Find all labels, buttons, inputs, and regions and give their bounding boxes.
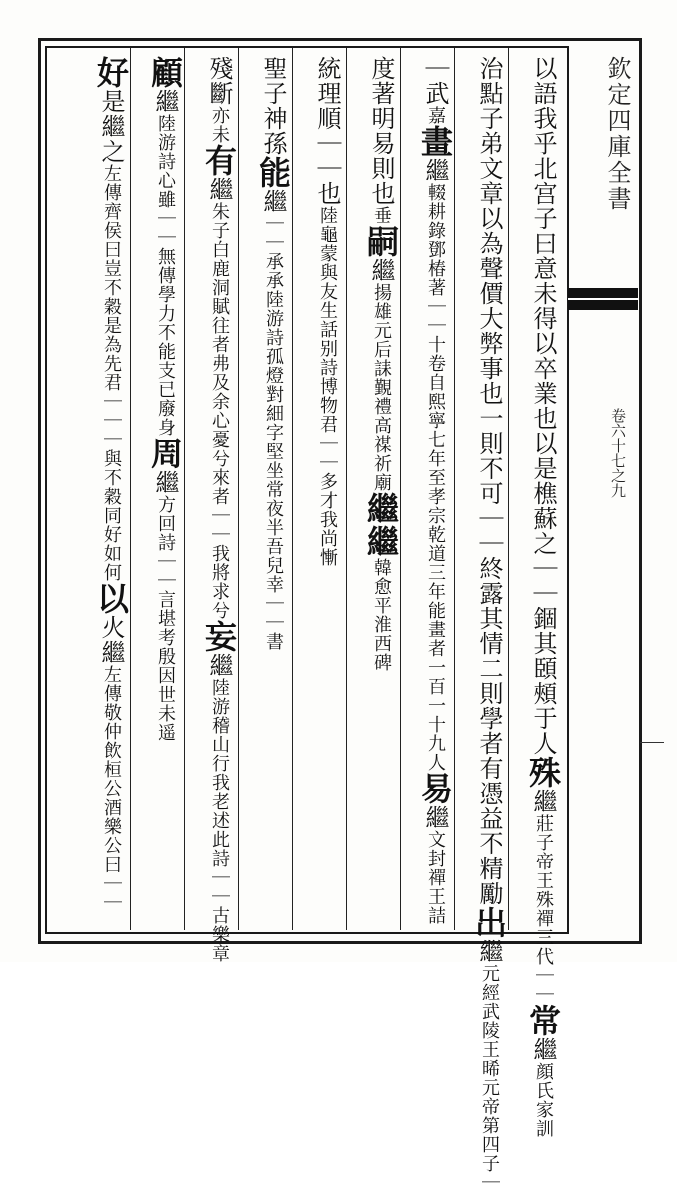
body-text: 火繼 xyxy=(97,615,125,665)
fishtail-notch xyxy=(568,298,638,300)
text-column-4 xyxy=(354,56,398,672)
column-rule xyxy=(130,48,131,930)
text-column-9 xyxy=(84,56,128,912)
entry-headword: 周 xyxy=(146,437,184,470)
body-text: 繼 xyxy=(151,89,179,114)
column-rule xyxy=(508,48,509,930)
entry-headword: 能 xyxy=(254,156,292,189)
entry-headword: 妄 xyxy=(200,620,238,653)
body-text: 聖子神孫 xyxy=(259,56,287,156)
column-rule xyxy=(238,48,239,930)
text-column-2 xyxy=(462,56,506,1192)
entry-headword: 以 xyxy=(92,582,130,615)
entry-headword: 繼繼 xyxy=(362,492,400,558)
citation-text: 韓愈平淮西碑 xyxy=(371,558,392,672)
citation-text: 陸游詩心雖｜｜無傳學力不能支已廢身 xyxy=(155,114,176,437)
citation-text: 亦未 xyxy=(209,106,230,144)
text-column-1 xyxy=(516,56,560,1138)
body-text: ｜武 xyxy=(421,56,449,106)
body-text: 繼 xyxy=(421,158,449,183)
text-column-7 xyxy=(192,56,236,963)
column-rule xyxy=(292,48,293,930)
column-rule xyxy=(400,48,401,930)
citation-text: 陸游稽山行我老述此詩｜｜古樂章 xyxy=(209,678,230,963)
body-text: 治點子弟文章以為聲價大弊事也一則不可｜｜終露其情二則學者有憑益不精勵 xyxy=(475,56,503,906)
citation-text: ｜｜承承 xyxy=(263,214,284,290)
body-text: 繼 xyxy=(367,258,395,283)
body-text: 繼 xyxy=(205,177,233,202)
citation-text: 元經武陵王晞元帝第四子｜ xyxy=(479,964,500,1192)
column-rule xyxy=(454,48,455,930)
body-text: 繼 xyxy=(205,653,233,678)
entry-headword: 畫 xyxy=(416,125,454,158)
body-text: 繼 xyxy=(475,939,503,964)
citation-text: 陸游詩孤燈對細字堅坐常夜半吾兒幸｜｜書 xyxy=(263,290,284,651)
citation-text: 莊子帝王殊禪三代｜｜ xyxy=(533,814,554,1004)
column-rule xyxy=(184,48,185,930)
citation-text: 方回詩｜｜言堪考殷因世未遥 xyxy=(155,495,176,742)
citation-text: 文封禪王詰 xyxy=(425,830,446,925)
body-text: 殘斷 xyxy=(205,56,233,106)
entry-headword: 殊 xyxy=(524,756,562,789)
citation-text: 顔氏家訓 xyxy=(533,1062,554,1138)
body-text: 繼 xyxy=(529,1037,557,1062)
citation-text: 揚雄元后誄覲禮高禖祈廟 xyxy=(371,283,392,492)
body-text: 是繼之 xyxy=(97,89,125,164)
citation-text: 垂 xyxy=(371,206,392,225)
citation-text: 左傳齊侯曰豈不穀是為先君｜｜｜與不穀同好如何 xyxy=(101,164,122,582)
entry-headword: 嗣 xyxy=(362,225,400,258)
book-title: 欽定四庫全書 xyxy=(603,56,631,212)
citation-text: 朱子白鹿洞賦往者弗及余心憂兮來者｜｜我將求兮 xyxy=(209,202,230,620)
entry-headword: 易 xyxy=(416,772,454,805)
text-column-3 xyxy=(408,56,452,925)
citation-text: 輟耕錄鄧椿著｜｜十卷自熙寧七年至孝宗乾道三年能畫者一百一十九人 xyxy=(425,183,446,772)
citation-text: 陸龜蒙與友生話别詩博物君｜｜多才我尚慚 xyxy=(317,206,338,567)
column-rule xyxy=(346,48,347,930)
edge-tick xyxy=(640,742,664,743)
body-text: 繼 xyxy=(151,470,179,495)
entry-headword: 顧 xyxy=(146,56,184,89)
entry-headword: 有 xyxy=(200,144,238,177)
text-column-5 xyxy=(300,56,344,567)
body-text: 繼 xyxy=(421,805,449,830)
entry-headword: 出 xyxy=(470,906,508,939)
body-text: 度著明易則也 xyxy=(367,56,395,206)
entry-headword: 好 xyxy=(92,56,130,89)
body-text: 以語我乎北宫子曰意未得以卒業也以是樵蘇之｜｜錮其頣頰于人 xyxy=(529,56,557,756)
body-text: 繼 xyxy=(529,789,557,814)
text-column-8 xyxy=(138,56,182,742)
citation-text: 嘉 xyxy=(425,106,446,125)
citation-text: 左傳敬仲飲桓公酒樂公曰｜｜ xyxy=(101,665,122,912)
body-text: 統理順｜｜也 xyxy=(313,56,341,206)
body-text: 繼 xyxy=(259,189,287,214)
entry-headword: 常 xyxy=(524,1004,562,1037)
volume-label: 卷六十七之九 xyxy=(609,408,627,498)
text-column-6 xyxy=(246,56,290,651)
